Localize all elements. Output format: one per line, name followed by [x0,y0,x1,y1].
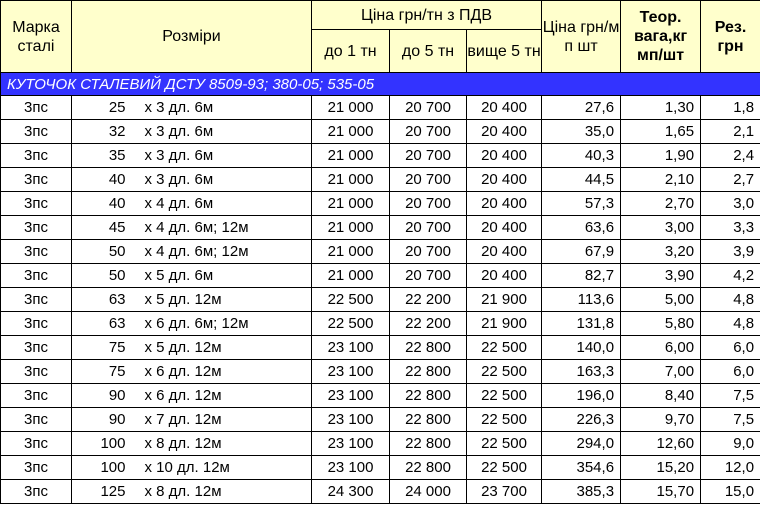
cell-weight: 3,00 [621,216,701,240]
cell-grade: 3пс [1,240,72,264]
cell-cutting-price: 2,7 [701,168,760,192]
cell-weight: 1,65 [621,120,701,144]
table-row [1,312,760,336]
cell-dimensions: х 4 дл. 6м; 12м [142,240,312,264]
header-price-per-meter: Ціна грн/м п шт [542,1,621,73]
cell-cutting-price: 15,0 [701,480,760,504]
cell-price-up-to-5t: 20 700 [390,144,467,168]
cell-cutting-price: 7,5 [701,408,760,432]
header-price-up-to-1t: до 1 тн [312,30,390,73]
cell-weight: 2,10 [621,168,701,192]
cell-size: 50 [72,240,142,264]
cell-price-up-to-5t: 20 700 [390,264,467,288]
cell-grade: 3пс [1,336,72,360]
cell-price-over-5t: 22 500 [467,384,542,408]
cell-price-up-to-1t: 23 100 [312,456,390,480]
cell-dimensions: х 3 дл. 6м [142,168,312,192]
cell-price-over-5t: 21 900 [467,288,542,312]
cell-price-per-meter: 40,3 [542,144,621,168]
table-row [1,216,760,240]
cell-price-up-to-5t: 22 200 [390,312,467,336]
cell-cutting-price: 3,9 [701,240,760,264]
table-row [1,480,760,504]
cell-size: 63 [72,288,142,312]
cell-grade: 3пс [1,96,72,120]
cell-dimensions: х 5 дл. 12м [142,288,312,312]
header-theoretical-weight: Теор. вага,кг мп/шт [621,1,701,73]
cell-price-up-to-5t: 22 800 [390,432,467,456]
cell-price-up-to-1t: 23 100 [312,336,390,360]
cell-price-per-meter: 140,0 [542,336,621,360]
cell-cutting-price: 6,0 [701,360,760,384]
cell-size: 125 [72,480,142,504]
cell-weight: 3,20 [621,240,701,264]
cell-size: 100 [72,432,142,456]
cell-price-over-5t: 20 400 [467,216,542,240]
cell-dimensions: х 6 дл. 6м; 12м [142,312,312,336]
cell-dimensions: х 3 дл. 6м [142,96,312,120]
cell-size: 35 [72,144,142,168]
cell-cutting-price: 4,2 [701,264,760,288]
cell-price-up-to-1t: 23 100 [312,432,390,456]
cell-price-up-to-1t: 22 500 [312,288,390,312]
cell-size: 50 [72,264,142,288]
cell-cutting-price: 4,8 [701,288,760,312]
cell-dimensions: х 5 дл. 6м [142,264,312,288]
table-row [1,360,760,384]
cell-size: 45 [72,216,142,240]
table-row [1,264,760,288]
header-price-group: Ціна грн/тн з ПДВ [312,1,542,30]
cell-price-over-5t: 20 400 [467,96,542,120]
cell-grade: 3пс [1,264,72,288]
cell-price-up-to-5t: 20 700 [390,240,467,264]
cell-grade: 3пс [1,312,72,336]
cell-grade: 3пс [1,288,72,312]
cell-grade: 3пс [1,192,72,216]
table-row [1,144,760,168]
cell-size: 90 [72,384,142,408]
table-header [1,1,760,73]
cell-size: 90 [72,408,142,432]
table-row [1,408,760,432]
cell-price-up-to-1t: 21 000 [312,216,390,240]
cell-price-per-meter: 385,3 [542,480,621,504]
cell-price-per-meter: 163,3 [542,360,621,384]
cell-price-up-to-5t: 20 700 [390,216,467,240]
cell-price-per-meter: 67,9 [542,240,621,264]
table-row [1,192,760,216]
cell-price-up-to-1t: 21 000 [312,168,390,192]
cell-size: 40 [72,168,142,192]
cell-size: 100 [72,456,142,480]
cell-price-up-to-1t: 24 300 [312,480,390,504]
cell-dimensions: х 5 дл. 12м [142,336,312,360]
cell-cutting-price: 3,3 [701,216,760,240]
cell-price-over-5t: 20 400 [467,144,542,168]
cell-price-up-to-1t: 21 000 [312,96,390,120]
cell-price-up-to-5t: 20 700 [390,168,467,192]
cell-price-up-to-1t: 21 000 [312,240,390,264]
cell-weight: 15,20 [621,456,701,480]
cell-cutting-price: 3,0 [701,192,760,216]
cell-cutting-price: 12,0 [701,456,760,480]
cell-price-up-to-5t: 20 700 [390,120,467,144]
header-price-over-5t: вище 5 тн [467,30,542,73]
cell-price-per-meter: 354,6 [542,456,621,480]
cell-dimensions: х 8 дл. 12м [142,432,312,456]
cell-price-over-5t: 22 500 [467,360,542,384]
cell-grade: 3пс [1,384,72,408]
cell-price-up-to-1t: 21 000 [312,120,390,144]
cell-dimensions: х 4 дл. 6м [142,192,312,216]
cell-price-over-5t: 22 500 [467,408,542,432]
cell-price-up-to-5t: 22 800 [390,384,467,408]
cell-weight: 12,60 [621,432,701,456]
cell-price-up-to-5t: 22 800 [390,456,467,480]
cell-size: 32 [72,120,142,144]
cell-grade: 3пс [1,120,72,144]
cell-dimensions: х 6 дл. 12м [142,360,312,384]
cell-cutting-price: 6,0 [701,336,760,360]
cell-price-per-meter: 226,3 [542,408,621,432]
cell-price-per-meter: 44,5 [542,168,621,192]
table-body [1,73,760,504]
cell-grade: 3пс [1,216,72,240]
cell-price-up-to-5t: 22 800 [390,408,467,432]
cell-price-over-5t: 22 500 [467,456,542,480]
cell-price-per-meter: 294,0 [542,432,621,456]
cell-price-per-meter: 57,3 [542,192,621,216]
cell-size: 75 [72,360,142,384]
cell-dimensions: х 4 дл. 6м; 12м [142,216,312,240]
cell-weight: 9,70 [621,408,701,432]
cell-size: 40 [72,192,142,216]
header-cutting-price: Рез. грн [701,1,760,73]
cell-cutting-price: 4,8 [701,312,760,336]
cell-price-up-to-5t: 20 700 [390,96,467,120]
cell-price-per-meter: 35,0 [542,120,621,144]
cell-price-per-meter: 82,7 [542,264,621,288]
cell-grade: 3пс [1,144,72,168]
cell-price-per-meter: 113,6 [542,288,621,312]
table-row [1,432,760,456]
cell-grade: 3пс [1,480,72,504]
header-grade: Марка сталі [1,1,72,73]
cell-price-over-5t: 20 400 [467,264,542,288]
cell-price-over-5t: 20 400 [467,168,542,192]
cell-price-up-to-1t: 21 000 [312,192,390,216]
cell-grade: 3пс [1,432,72,456]
cell-cutting-price: 9,0 [701,432,760,456]
cell-price-per-meter: 131,8 [542,312,621,336]
cell-price-up-to-1t: 21 000 [312,144,390,168]
table-row [1,96,760,120]
cell-price-over-5t: 20 400 [467,192,542,216]
cell-cutting-price: 2,1 [701,120,760,144]
cell-weight: 5,80 [621,312,701,336]
cell-price-up-to-5t: 22 800 [390,360,467,384]
cell-weight: 15,70 [621,480,701,504]
table-row [1,384,760,408]
cell-weight: 6,00 [621,336,701,360]
cell-size: 75 [72,336,142,360]
table-row [1,168,760,192]
table-row [1,336,760,360]
section-title: КУТОЧОК СТАЛЕВИЙ ДСТУ 8509-93; 380-05; 535-05 [1,73,760,96]
cell-weight: 2,70 [621,192,701,216]
cell-grade: 3пс [1,360,72,384]
cell-price-up-to-5t: 20 700 [390,192,467,216]
table-row [1,120,760,144]
cell-price-per-meter: 196,0 [542,384,621,408]
cell-price-over-5t: 22 500 [467,336,542,360]
cell-dimensions: х 10 дл. 12м [142,456,312,480]
cell-price-up-to-5t: 24 000 [390,480,467,504]
cell-price-over-5t: 22 500 [467,432,542,456]
cell-weight: 1,30 [621,96,701,120]
cell-price-over-5t: 23 700 [467,480,542,504]
cell-size: 25 [72,96,142,120]
cell-price-up-to-1t: 22 500 [312,312,390,336]
cell-dimensions: х 8 дл. 12м [142,480,312,504]
cell-weight: 8,40 [621,384,701,408]
cell-price-up-to-1t: 21 000 [312,264,390,288]
cell-grade: 3пс [1,456,72,480]
cell-grade: 3пс [1,168,72,192]
cell-dimensions: х 3 дл. 6м [142,144,312,168]
cell-price-over-5t: 20 400 [467,240,542,264]
cell-grade: 3пс [1,408,72,432]
cell-price-up-to-5t: 22 200 [390,288,467,312]
cell-weight: 1,90 [621,144,701,168]
cell-dimensions: х 3 дл. 6м [142,120,312,144]
cell-price-per-meter: 63,6 [542,216,621,240]
header-price-up-to-5t: до 5 тн [390,30,467,73]
table-row [1,288,760,312]
cell-cutting-price: 2,4 [701,144,760,168]
cell-price-over-5t: 20 400 [467,120,542,144]
table-row [1,240,760,264]
cell-cutting-price: 7,5 [701,384,760,408]
cell-price-up-to-5t: 22 800 [390,336,467,360]
cell-weight: 3,90 [621,264,701,288]
cell-cutting-price: 1,8 [701,96,760,120]
cell-price-up-to-1t: 23 100 [312,408,390,432]
header-sizes: Розміри [72,1,312,73]
cell-dimensions: х 6 дл. 12м [142,384,312,408]
cell-weight: 5,00 [621,288,701,312]
cell-price-per-meter: 27,6 [542,96,621,120]
cell-price-up-to-1t: 23 100 [312,360,390,384]
cell-size: 63 [72,312,142,336]
cell-dimensions: х 7 дл. 12м [142,408,312,432]
table-row [1,456,760,480]
cell-price-up-to-1t: 23 100 [312,384,390,408]
cell-weight: 7,00 [621,360,701,384]
cell-price-over-5t: 21 900 [467,312,542,336]
